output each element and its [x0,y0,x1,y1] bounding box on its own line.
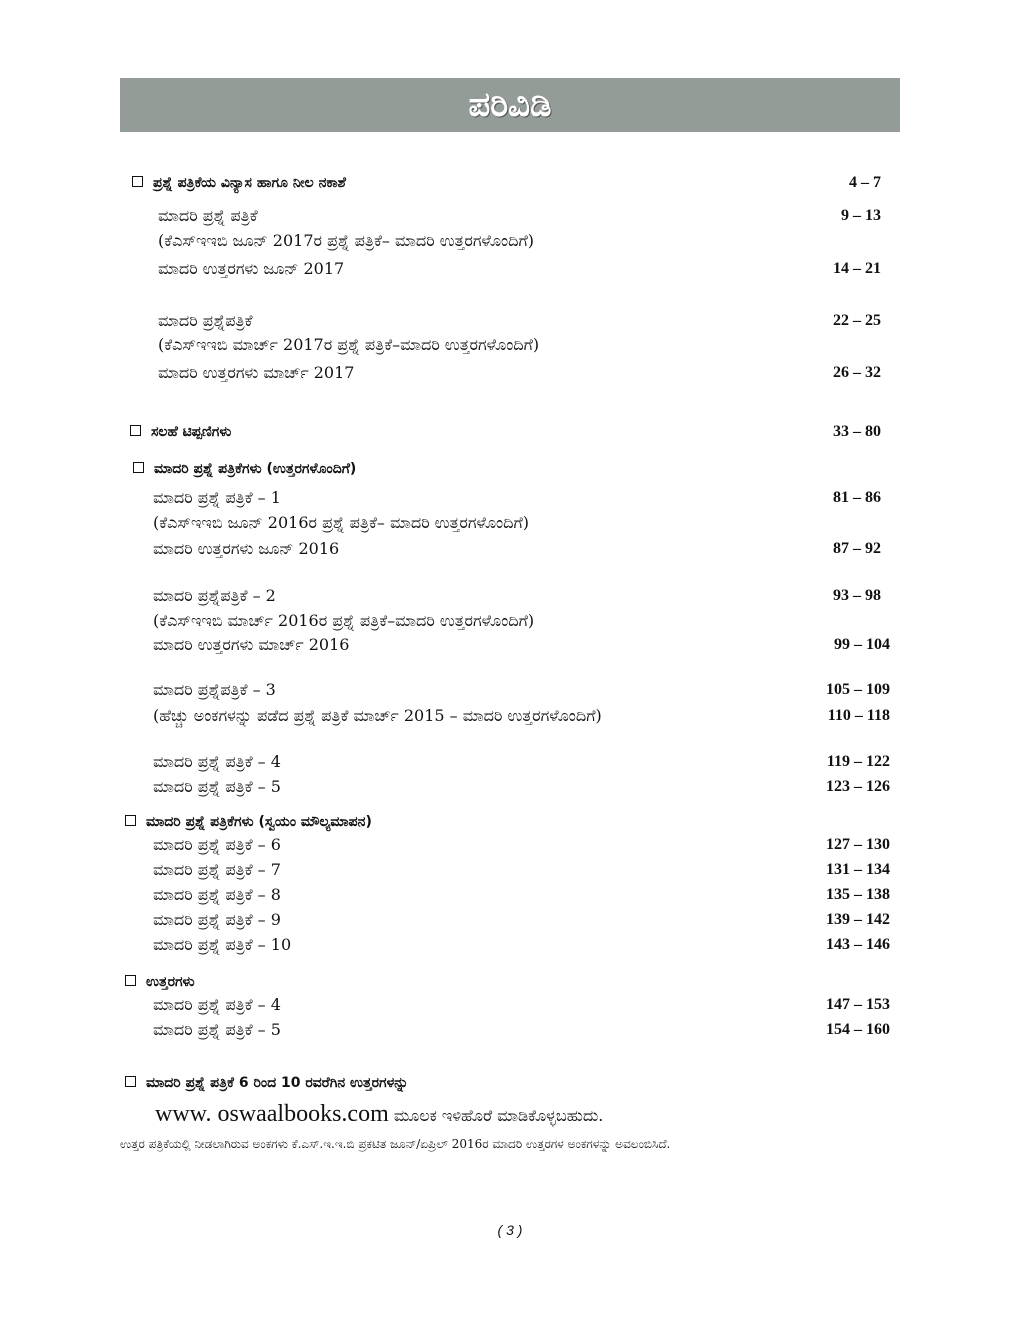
marks-note: ಉತ್ತರ ಪತ್ರಿಕೆಯಲ್ಲಿ ನೀಡಲಾಗಿರುವ ಅಂಕಗಳು ಕೆ.ಎಸ್.ಇ.ಇ.ಬಿ ಪ್ರಕಟಿತ ಜೂನ್/ಏಪ್ರಿಲ್ 2016ರ ಮಾದರಿ ಉತ್ತರಗಳ ಅಂಕಗಳನ್ನು ಅವಲಂಬಿಸಿದೆ. [120,1137,671,1151]
toc-page-range: 93 – 98 [833,587,881,604]
toc-section[interactable] [125,810,372,834]
checkbox-square-icon [130,425,141,436]
toc-item[interactable] [158,361,354,385]
checkbox-square-icon [125,815,136,826]
toc-item[interactable] [153,750,281,774]
download-text: ಮೂಲಕ ಇಳಿಹೊರೆ ಮಾಡಿಕೊಳ್ಳಬಹುದು. [393,1106,604,1125]
toc-item[interactable] [153,1018,281,1042]
toc-page-range: 131 – 134 [826,861,890,878]
toc-item[interactable] [158,257,344,281]
toc-page-range: 123 – 126 [826,778,890,795]
toc-item-label: ಮಾದರಿ ಪ್ರಶ್ನೆಪತ್ರಿಕೆ – 3 [153,680,276,699]
toc-item[interactable] [153,537,339,561]
toc-item[interactable] [153,833,281,857]
toc-page-range: 110 – 118 [827,707,890,724]
toc-item[interactable] [153,775,281,799]
toc-item[interactable] [158,309,253,333]
toc-item-label: ಮಾದರಿ ಪ್ರಶ್ನೆ ಪತ್ರಿಕೆ – 4 [153,995,281,1014]
title-banner [120,78,900,132]
toc-page-range: 105 – 109 [826,681,890,698]
website-link[interactable]: www. oswaalbooks.com [155,1101,389,1127]
toc-page-range: 87 – 92 [833,540,881,557]
toc-item[interactable] [153,883,281,907]
toc-item-label: ಮಾದರಿ ಪ್ರಶ್ನೆ ಪತ್ರಿಕೆ – 4 [153,752,281,771]
toc-item[interactable] [153,584,276,608]
toc-item[interactable] [153,511,529,535]
page-number: ( 3 ) [497,1222,523,1238]
toc-item-label: ಮಾದರಿ ಉತ್ತರಗಳು ಜೂನ್ 2017 [158,259,345,278]
toc-item-label: (ಹೆಚ್ಚು ಅಂಕಗಳನ್ನು ಪಡೆದ ಪ್ರಶ್ನೆ ಪತ್ರಿಕೆ ಮಾರ್ಚ್ 2015 – ಮಾದರಿ ಉತ್ತರಗಳೊಂದಿಗೆ) [153,706,602,725]
toc-item-label: ಮಾದರಿ ಪ್ರಶ್ನೆ ಪತ್ರಿಕೆ – 5 [153,777,281,796]
toc-item-label: ಮಾದರಿ ಪ್ರಶ್ನೆ ಪತ್ರಿಕೆ – 7 [153,860,281,879]
toc-item[interactable] [153,993,281,1017]
toc-page-range: 81 – 86 [833,489,881,506]
toc-item[interactable] [158,229,534,253]
toc-item-label: ಮಾದರಿ ಪ್ರಶ್ನೆ ಪತ್ರಿಕೆ [158,206,258,225]
toc-item-label: ಮಾದರಿ ಉತ್ತರಗಳು ಮಾರ್ಚ್ 2017 [158,363,355,382]
toc-item-label: (ಕೆಎಸ್‌ಇಇಬಿ ಜೂನ್ 2016ರ ಪ್ರಶ್ನೆ ಪತ್ರಿಕೆ– ಮಾದರಿ ಉತ್ತರಗಳೊಂದಿಗೆ) [153,513,530,532]
toc-section[interactable] [125,1071,408,1095]
toc-item[interactable] [153,858,281,882]
toc-section[interactable] [133,457,356,481]
toc-page-range: 147 – 153 [826,996,890,1013]
toc-item[interactable] [158,333,539,357]
toc-page-range: 14 – 21 [833,260,881,277]
download-line [155,1100,603,1128]
checkbox-square-icon [132,176,143,187]
toc-page-range: 127 – 130 [826,836,890,853]
toc-item-label: ಮಾದರಿ ಪ್ರಶ್ನೆಪತ್ರಿಕೆ – 2 [153,586,276,605]
checkbox-square-icon [125,1076,136,1087]
toc-item-label: ಮಾದರಿ ಪ್ರಶ್ನೆಪತ್ರಿಕೆ [158,311,253,330]
toc-item[interactable] [153,609,534,633]
toc-section[interactable] [125,970,195,994]
toc-page-range: 135 – 138 [826,886,890,903]
toc-item[interactable] [158,204,258,228]
toc-page-range: 26 – 32 [833,364,881,381]
toc-item-label: ಮಾದರಿ ಪ್ರಶ್ನೆ ಪತ್ರಿಕೆ – 5 [153,1020,281,1039]
toc-item-label: ಉತ್ತರಗಳು [146,974,195,990]
toc-page-range: 119 – 122 [826,753,890,770]
toc-item-label: ಮಾದರಿ ಪ್ರಶ್ನೆ ಪತ್ರಿಕೆ – 9 [153,910,281,929]
toc-item[interactable] [153,704,602,728]
toc-item[interactable] [153,908,281,932]
checkbox-square-icon [125,975,136,986]
toc-item-label: ಮಾದರಿ ಪ್ರಶ್ನೆ ಪತ್ರಿಕೆ – 8 [153,885,281,904]
toc-item-label: ಮಾದರಿ ಪ್ರಶ್ನೆ ಪತ್ರಿಕೆಗಳು (ಸ್ವಯಂ ಮೌಲ್ಯಮಾಪನ) [146,814,372,830]
toc-item-label: (ಕೆಎಸ್‌ಇಇಬಿ ಮಾರ್ಚ್ 2016ರ ಪ್ರಶ್ನೆ ಪತ್ರಿಕೆ–ಮಾದರಿ ಉತ್ತರಗಳೊಂದಿಗೆ) [153,611,535,630]
toc-item-label: ಮಾದರಿ ಪ್ರಶ್ನೆ ಪತ್ರಿಕೆ – 1 [153,488,281,507]
toc-item-label: ಮಾದರಿ ಪ್ರಶ್ನೆ ಪತ್ರಿಕೆಗಳು (ಉತ್ತರಗಳೊಂದಿಗೆ) [154,461,357,477]
toc-item[interactable] [153,678,276,702]
toc-item-label: ಮಾದರಿ ಪ್ರಶ್ನೆ ಪತ್ರಿಕೆ – 6 [153,835,281,854]
toc-item[interactable] [153,933,291,957]
toc-item-label: (ಕೆಎಸ್‌ಇಇಬಿ ಮಾರ್ಚ್ 2017ರ ಪ್ರಶ್ನೆ ಪತ್ರಿಕೆ–ಮಾದರಿ ಉತ್ತರಗಳೊಂದಿಗೆ) [158,335,540,354]
toc-section[interactable] [130,420,231,444]
toc-item-label: ಸಲಹೆ ಟಿಪ್ಪಣಿಗಳು [151,424,232,440]
page-title: ಪರಿವಿಡಿ [468,85,552,125]
toc-item-label: (ಕೆಎಸ್‌ಇಇಬಿ ಜೂನ್ 2017ರ ಪ್ರಶ್ನೆ ಪತ್ರಿಕೆ– ಮಾದರಿ ಉತ್ತರಗಳೊಂದಿಗೆ) [158,231,535,250]
toc-page-range: 4 – 7 [849,174,881,191]
toc-page-range: 33 – 80 [833,423,881,440]
toc-page-range: 9 – 13 [841,207,881,224]
checkbox-square-icon [133,462,144,473]
toc-item[interactable] [153,633,349,657]
toc-section[interactable] [132,171,346,195]
toc-item[interactable] [153,486,281,510]
toc-item-label: ಮಾದರಿ ಪ್ರಶ್ನೆ ಪತ್ರಿಕೆ 6 ರಿಂದ 10 ರವರೆಗಿನ ಉತ್ತರಗಳನ್ನು [146,1075,409,1091]
toc-item-label: ಮಾದರಿ ಪ್ರಶ್ನೆ ಪತ್ರಿಕೆ – 10 [153,935,292,954]
toc-page-range: 154 – 160 [826,1021,890,1038]
toc-item-label: ಪ್ರಶ್ನೆ ಪತ್ರಿಕೆಯ ವಿನ್ಯಾಸ ಹಾಗೂ ನೀಲ ನಕಾಶೆ [153,175,346,191]
toc-page-range: 139 – 142 [826,911,890,928]
toc-page-range: 22 – 25 [833,312,881,329]
toc-page-range: 99 – 104 [834,636,890,653]
toc-item-label: ಮಾದರಿ ಉತ್ತರಗಳು ಮಾರ್ಚ್ 2016 [153,635,350,654]
toc-page-range: 143 – 146 [826,936,890,953]
toc-item-label: ಮಾದರಿ ಉತ್ತರಗಳು ಜೂನ್ 2016 [153,539,340,558]
